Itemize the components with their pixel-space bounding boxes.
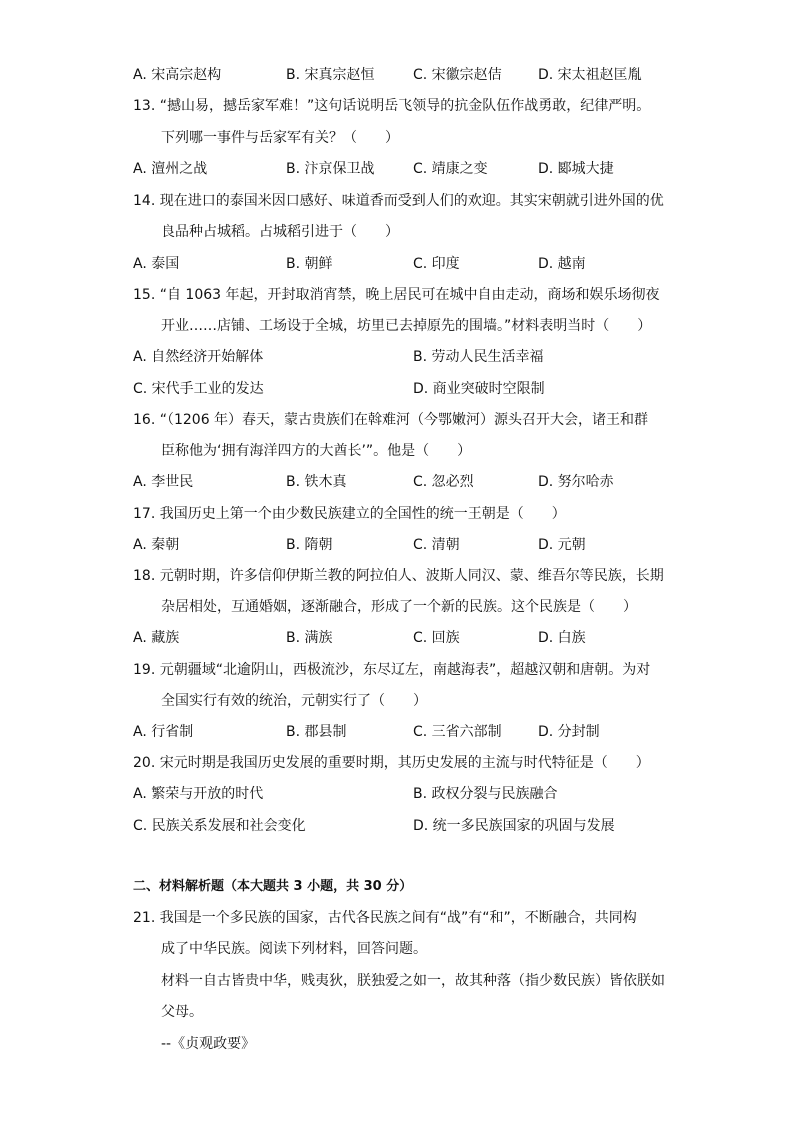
q20-stem-line-1: 20. 宋元时期是我国历史发展的重要时期，其历史发展的主流与时代特征是（ ） bbox=[133, 755, 650, 771]
q14-option-c: C. 印度 bbox=[413, 256, 460, 272]
q18-option-d: D. 白族 bbox=[538, 630, 586, 646]
q14-stem-line-2: 良品种占城稻。占城稻引进于（ ） bbox=[161, 224, 399, 240]
q19-option-b: B. 郡县制 bbox=[286, 724, 347, 740]
q20-option-d: D. 统一多民族国家的巩固与发展 bbox=[413, 818, 615, 834]
q13-option-c: C. 靖康之变 bbox=[413, 161, 488, 177]
q13-stem-line-2: 下列哪一事件与岳家军有关？（ ） bbox=[161, 130, 399, 146]
q16-option-c: C. 忽必烈 bbox=[413, 474, 474, 490]
q18-stem-line-2: 杂居相处，互通婚姻，逐渐融合，形成了一个新的民族。这个民族是（ ） bbox=[161, 599, 637, 615]
q14-option-a: A. 泰国 bbox=[133, 256, 180, 272]
q18-option-c: C. 回族 bbox=[413, 630, 460, 646]
q15-option-d: D. 商业突破时空限制 bbox=[413, 381, 545, 397]
q13-option-a: A. 澶州之战 bbox=[133, 161, 208, 177]
q15-option-a: A. 自然经济开始解体 bbox=[133, 349, 264, 365]
q12-option-b: B. 宋真宗赵恒 bbox=[286, 67, 375, 83]
q13-option-d: D. 郾城大捷 bbox=[538, 161, 614, 177]
q16-option-b: B. 铁木真 bbox=[286, 474, 347, 490]
q17-option-b: B. 隋朝 bbox=[286, 537, 333, 553]
q19-option-d: D. 分封制 bbox=[538, 724, 600, 740]
q19-option-c: C. 三省六部制 bbox=[413, 724, 502, 740]
q20-option-b: B. 政权分裂与民族融合 bbox=[413, 786, 558, 802]
q12-option-d: D. 宋太祖赵匡胤 bbox=[538, 67, 642, 83]
q18-stem-line-1: 18. 元朝时期，许多信仰伊斯兰教的阿拉伯人、波斯人同汉、蒙、维吾尔等民族，长期 bbox=[133, 568, 664, 584]
q17-stem-line-1: 17. 我国历史上第一个由少数民族建立的全国性的统一王朝是（ ） bbox=[133, 506, 566, 522]
q19-stem-line-2: 全国实行有效的统治，元朝实行了（ ） bbox=[161, 693, 427, 709]
q21-material-line-1: 材料一自古皆贵中华，贱夷狄，朕独爱之如一，故其种落（指少数民族）皆依朕如 bbox=[161, 973, 665, 989]
q20-option-c: C. 民族关系发展和社会变化 bbox=[133, 818, 306, 834]
q21-stem-line-2: 成了中华民族。阅读下列材料，回答问题。 bbox=[161, 941, 427, 957]
q20-option-a: A. 繁荣与开放的时代 bbox=[133, 786, 264, 802]
q15-stem-line-1: 15. “自 1063 年起，开封取消宵禁，晚上居民可在城中自由走动，商场和娱乐场彻夜 bbox=[133, 287, 660, 303]
section-2-heading: 二、材料解析题（本大题共 3 小题，共 30 分） bbox=[133, 879, 413, 894]
q16-stem-line-2: 臣称他为‘拥有海洋四方的大酋长’”。他是（ ） bbox=[161, 443, 472, 459]
q13-stem-line-1: 13. “撼山易，撼岳家军难！”这句话说明岳飞领导的抗金队伍作战勇敢，纪律严明。 bbox=[133, 98, 651, 114]
q17-option-a: A. 秦朝 bbox=[133, 537, 180, 553]
q18-option-b: B. 满族 bbox=[286, 630, 333, 646]
q15-option-b: B. 劳动人民生活幸福 bbox=[413, 349, 544, 365]
q19-option-a: A. 行省制 bbox=[133, 724, 194, 740]
q18-option-a: A. 藏族 bbox=[133, 630, 180, 646]
q16-option-a: A. 李世民 bbox=[133, 474, 194, 490]
q21-source: --《贞观政要》 bbox=[161, 1036, 256, 1052]
q15-option-c: C. 宋代手工业的发达 bbox=[133, 381, 264, 397]
q14-stem-line-1: 14. 现在进口的泰国米因口感好、味道香而受到人们的欢迎。其实宋朝就引进外国的优 bbox=[133, 193, 664, 209]
q16-stem-line-1: 16. “（1206 年）春天，蒙古贵族们在斡难河（今鄂嫩河）源头召开大会，诸王和群 bbox=[133, 412, 649, 428]
q12-option-a: A. 宋高宗赵构 bbox=[133, 67, 222, 83]
q13-option-b: B. 汴京保卫战 bbox=[286, 161, 375, 177]
q21-stem-line-1: 21. 我国是一个多民族的国家，古代各民族之间有“战”有“和”，不断融合，共同构 bbox=[133, 910, 637, 926]
q12-option-c: C. 宋徽宗赵佶 bbox=[413, 67, 502, 83]
q17-option-d: D. 元朝 bbox=[538, 537, 586, 553]
q16-option-d: D. 努尔哈赤 bbox=[538, 474, 614, 490]
q14-option-b: B. 朝鲜 bbox=[286, 256, 333, 272]
q14-option-d: D. 越南 bbox=[538, 256, 586, 272]
q15-stem-line-2: 开业……店铺、工场设于全城，坊里已去掉原先的围墙。”材料表明当时（ ） bbox=[161, 318, 652, 334]
q17-option-c: C. 清朝 bbox=[413, 537, 460, 553]
q19-stem-line-1: 19. 元朝疆域“北逾阴山，西极流沙，东尽辽左，南越海表”，超越汉朝和唐朝。为对 bbox=[133, 662, 651, 678]
q21-material-line-2: 父母。 bbox=[161, 1004, 203, 1020]
